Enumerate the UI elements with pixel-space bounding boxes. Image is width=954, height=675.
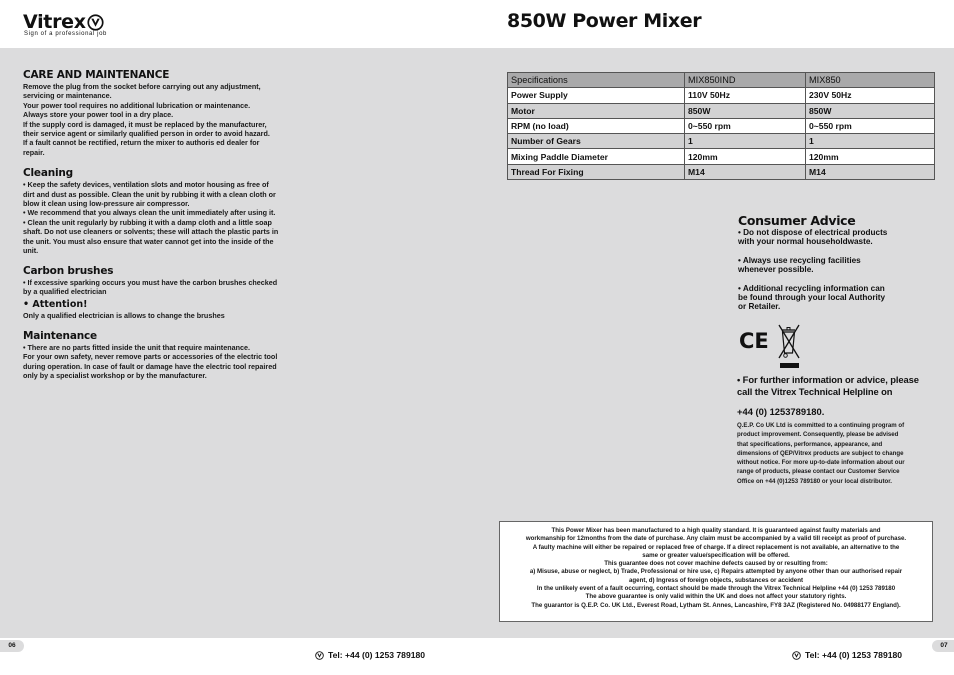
footer-telephone-text: Tel: +44 (0) 1253 789180: [328, 650, 426, 660]
table-header-row: [508, 73, 935, 88]
carbon-brushes-text: [23, 278, 305, 297]
table-cell: 110V 50Hz: [685, 88, 806, 103]
table-cell: Mixing Paddle Diameter: [508, 149, 685, 164]
guarantee-line: same or greater value/specification will be offered.: [642, 551, 790, 559]
guarantee-line: In the unlikely event of a fault occurring, contact should be made through the Vitrex Technical Helpline +44 (0) 1253 789180: [536, 585, 896, 593]
notice-line: that specifications, performance, appearance, and: [737, 440, 883, 448]
table-cell: 120mm: [685, 149, 806, 164]
helpline-phone: +44 (0) 1253789180.: [737, 406, 825, 417]
table-row: [508, 118, 935, 133]
guarantee-line: A faulty machine will either be repaired or replaced free of charge. If a direct replacement is not available, an alternative to the: [532, 543, 900, 551]
care-line: If a fault cannot be rectified, return the mixer to authoris ed dealer for: [23, 138, 260, 148]
page-header: [0, 0, 954, 48]
advice-line: • Do not dispose of electrical products: [738, 228, 888, 237]
guarantee-line: This Power Mixer has been manufactured to a high quality standard. It is guaranteed against faulty materials and: [551, 527, 881, 534]
brand-name: Vitrex: [23, 11, 86, 33]
cleaning-line: unit.: [23, 246, 39, 256]
advice-item: [738, 256, 948, 275]
page-number-right: 07: [932, 640, 954, 652]
care-line: Your power tool requires no additional lubrication or maintenance.: [23, 100, 251, 110]
table-cell: RPM (no load): [508, 118, 685, 133]
maintenance-column: [23, 69, 305, 380]
table-header-cell: Specifications: [508, 73, 685, 88]
guarantee-box: [499, 521, 933, 622]
table-cell: Motor: [508, 103, 685, 118]
care-line: Remove the plug from the socket before carrying out any adjustment,: [23, 82, 261, 91]
table-cell: 0~550 rpm: [806, 118, 935, 133]
carbon-line: by a qualified electrician: [23, 286, 107, 296]
cleaning-text: [23, 180, 305, 255]
advice-line: • Additional recycling information can: [738, 283, 885, 293]
guarantee-line: workmanship for 12months from the date of purchase. Any claim must be accompanied by a valid till receipt as proof of purchase.: [525, 535, 907, 543]
advice-line: with your normal householdwaste.: [738, 237, 873, 247]
notice-line: Office on +44 (0)1253 789180 or your local distributor.: [737, 477, 892, 485]
care-heading: CARE AND MAINTENANCE: [23, 69, 170, 81]
table-cell: 120mm: [806, 149, 935, 164]
guarantee-line: The guarantor is Q.E.P. Co. UK Ltd., Everest Road, Lytham St. Annes, Lancashire, FY8 3AZ (Registered No. 04988177 England).: [531, 601, 901, 609]
ce-mark-icon: CE: [739, 329, 769, 353]
table-header-cell: MIX850IND: [685, 73, 806, 88]
cleaning-line: • Clean the unit regularly by rubbing it with a damp cloth and a little soap: [23, 217, 272, 227]
table-header-cell: MIX850: [806, 73, 935, 88]
page-number-left: 06: [0, 640, 24, 652]
guarantee-line: a) Misuse, abuse or neglect, b) Trade, Professional or hire use, c) Repairs attempted by anyone other than our authorised repair: [529, 568, 903, 576]
notice-line: Q.E.P. Co UK Ltd is committed to a continuing program of: [737, 422, 905, 429]
notice-line: without notice. For more up-to-date information about our: [737, 459, 905, 467]
carbon-brushes-heading: Carbon brushes: [23, 264, 114, 277]
cleaning-heading: Cleaning: [23, 167, 73, 180]
table-cell: 1: [806, 134, 935, 149]
maintenance-text: [23, 343, 305, 381]
cleaning-line: • We recommend that you always clean the unit immediately after using it.: [23, 208, 276, 218]
guarantee-line: This guarantee does not cover machine defects caused by or resulting from:: [604, 560, 828, 568]
notice-line: range of products, please contact our Customer Service: [737, 468, 900, 476]
table-cell: Number of Gears: [508, 134, 685, 149]
care-text: [23, 82, 305, 157]
consumer-advice: [738, 213, 948, 312]
table-cell: 230V 50Hz: [806, 88, 935, 103]
cleaning-line: blow it clean using low-pressure air compressor.: [23, 199, 190, 209]
guarantee-line: agent, d) Ingress of foreign objects, substances or accident: [628, 576, 804, 584]
advice-line: whenever possible.: [738, 265, 814, 275]
maintenance-line: For your own safety, never remove parts or accessories of the electric tool: [23, 352, 278, 362]
care-line: Always store your power tool in a dry place.: [23, 110, 174, 120]
product-improvement-notice: [737, 421, 951, 486]
care-line: servicing or maintenance.: [23, 91, 112, 101]
page-title: 850W Power Mixer: [507, 10, 702, 32]
specifications-table: [507, 72, 935, 180]
cleaning-line: shaft. Do not use cleaners or solvents; these will attach the plastic parts in: [23, 227, 279, 237]
consumer-advice-heading: Consumer Advice: [738, 213, 856, 228]
weee-bin-icon: [779, 325, 799, 368]
footer-telephone-left: [315, 650, 425, 660]
table-cell: M14: [806, 164, 935, 179]
table-row: [508, 103, 935, 118]
table-cell: 850W: [685, 103, 806, 118]
table-cell: 850W: [806, 103, 935, 118]
notice-line: dimensions of QEP/Vitrex products are subject to change: [737, 449, 904, 457]
table-row: [508, 134, 935, 149]
helpline-text: call the Vitrex Technical Helpline on: [737, 386, 893, 397]
vitrex-logo: [23, 11, 107, 37]
maintenance-line: during operation. In case of fault or damage have the electric tool repaired: [23, 361, 277, 371]
notice-line: product improvement. Consequently, please be advised: [737, 431, 899, 439]
table-cell: Thread For Fixing: [508, 164, 685, 179]
attention-line: Only a qualified electrician is allows to change the brushes: [23, 311, 225, 321]
advice-line: be found through your local Authority: [738, 293, 886, 303]
advice-line: • Always use recycling facilities: [738, 255, 861, 265]
helpline-info: [737, 374, 951, 486]
maintenance-heading: Maintenance: [23, 329, 97, 342]
vitrex-v-icon: [315, 651, 324, 660]
table-row: [508, 149, 935, 164]
cleaning-line: • Keep the safety devices, ventilation slots and motor housing as free of: [23, 180, 269, 190]
maintenance-line: • There are no parts fitted inside the unit that require maintenance.: [23, 342, 250, 352]
table-row: [508, 88, 935, 103]
advice-item: [738, 228, 948, 247]
guarantee-line: The above guarantee is only valid within the UK and does not affect your statutory rights.: [585, 593, 847, 601]
advice-line: or Retailer.: [738, 302, 781, 312]
table-cell: M14: [685, 164, 806, 179]
brand-tagline: Sign of a professional job: [24, 31, 107, 37]
care-line: repair.: [23, 147, 45, 157]
care-line: their service agent or similarly qualified person in order to avoid hazard.: [23, 129, 270, 139]
table-cell: Power Supply: [508, 88, 685, 103]
attention-heading: • Attention!: [23, 299, 88, 311]
cleaning-line: dirt and dust as possible. Clean the unit by rubbing it with a clean cloth or: [23, 189, 276, 199]
carbon-line: • If excessive sparking occurs you must have the carbon brushes checked: [23, 277, 278, 287]
footer-telephone-right: [792, 650, 902, 660]
footer-telephone-text: Tel: +44 (0) 1253 789180: [805, 650, 903, 660]
vitrex-v-icon: [87, 14, 104, 31]
helpline-text: • For further information or advice, please: [737, 374, 919, 385]
cleaning-line: the unit. You must also ensure that water cannot get into the inside of the: [23, 236, 274, 246]
vitrex-v-icon: [792, 651, 801, 660]
advice-item: [738, 284, 948, 312]
care-line: If the supply cord is damaged, it must be replaced by the manufacturer,: [23, 119, 267, 129]
table-cell: 1: [685, 134, 806, 149]
compliance-marks: [739, 320, 809, 370]
table-cell: 0~550 rpm: [685, 118, 806, 133]
maintenance-line: only by a specialist workshop or by the manufacturer.: [23, 370, 207, 380]
table-row: [508, 164, 935, 179]
